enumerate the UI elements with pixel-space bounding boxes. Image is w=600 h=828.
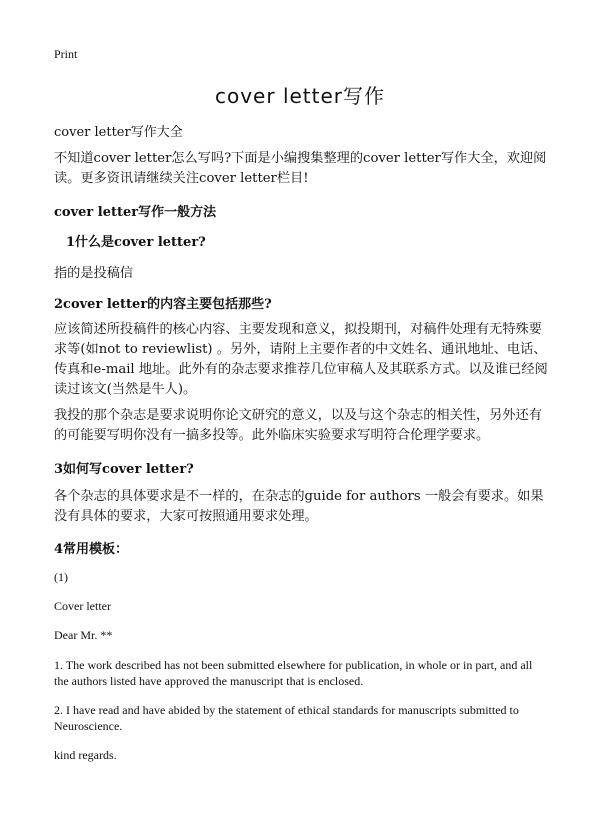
page-title: cover letter写作: [214, 84, 386, 108]
document-subtitle: cover letter写作大全: [54, 125, 183, 140]
template-closing: kind regards.: [54, 748, 117, 762]
template-point-1: 1. The work described has not been submitted elsewhere for publication, in whole or in part, and all the authors listed have approved the manuscript that is enclosed.: [54, 658, 533, 688]
section-heading-general-method: cover letter写作一般方法: [54, 205, 217, 220]
how-to-write-paragraph: 各个杂志的具体要求是不一样的，在杂志的guide for authors 一般会有要求。如果没有具体的要求，大家可按照通用要求处理。: [54, 489, 544, 524]
question-heading-what-is: 1什么是cover letter?: [66, 235, 206, 250]
contents-paragraph-2: 我投的那个杂志是要求说明你论文研究的意义，以及与这个杂志的相关性，另外还有的可能要写明你没有一搞多投等。此外临床实验要求写明符合伦理学要求。: [54, 408, 542, 443]
template-title: Cover letter: [54, 599, 111, 613]
section-heading-templates: 4常用模板：: [54, 542, 129, 557]
print-label: Print: [54, 47, 78, 61]
template-point-2: 2. I have read and have abided by the statement of ethical standards for manuscripts submitted to Neuroscience.: [54, 703, 519, 733]
section-heading-contents: 2cover letter的内容主要包括那些?: [54, 297, 272, 312]
template-item-number: (1): [54, 570, 68, 584]
contents-paragraph-1: 应该简述所投稿件的核心内容、主要发现和意义，拟投期刊，对稿件处理有无特殊要求等(如not to reviewlist) 。另外，请附上主要作者的中文姓名、通讯地址、电话、传真和e-mail 地址。此外有的杂志要求推荐几位审稿人及其联系方式。以及谁已经阅读过该文(当然是牛人)。: [54, 322, 548, 397]
section-heading-how-to-write: 3如何写cover letter?: [54, 462, 194, 477]
question-answer-what-is: 指的是投稿信: [54, 266, 134, 281]
intro-paragraph: 不知道cover letter怎么写吗?下面是小编搜集整理的cover letter写作大全，欢迎阅读。更多资讯请继续关注cover letter栏目!: [54, 151, 547, 186]
template-salutation: Dear Mr. **: [54, 628, 113, 642]
